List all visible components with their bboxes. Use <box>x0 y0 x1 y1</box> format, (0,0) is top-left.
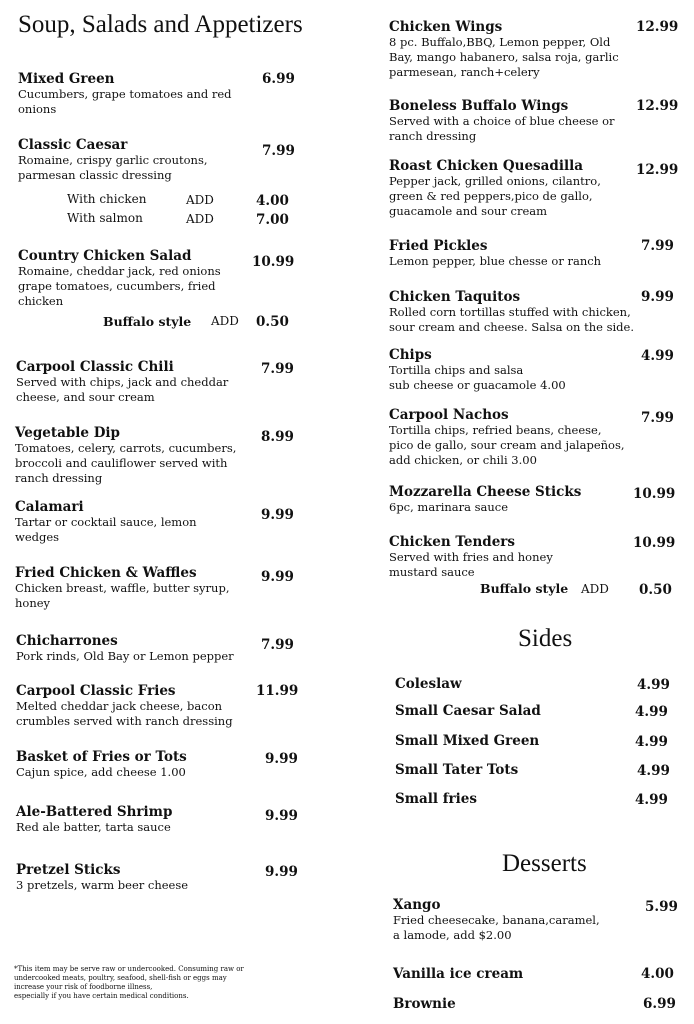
dessert-item-brownie: Brownie <box>393 996 456 1012</box>
addon-label: Buffalo style <box>480 581 569 596</box>
item-price: 7.99 <box>262 143 295 159</box>
side-item-coleslaw: Coleslaw <box>395 676 462 692</box>
item-description: Cucumbers, grape tomatoes and red onions <box>18 87 232 116</box>
menu-item-classic-fries <box>16 683 233 729</box>
addon-price: 0.50 <box>256 314 289 330</box>
menu-item-country-chicken-salad <box>18 248 221 309</box>
side-item-small-mixed-green: Small Mixed Green <box>395 733 540 749</box>
item-description: Melted cheddar jack cheese, bacon crumbles served with ranch dressing <box>16 699 233 728</box>
item-price: 4.99 <box>635 734 668 750</box>
item-price: 8.99 <box>261 429 294 445</box>
menu-item-chicken-wings <box>389 19 619 80</box>
desserts-section-title: Desserts <box>502 850 587 877</box>
appetizers-section-title: Soup, Salads and Appetizers <box>18 11 303 38</box>
item-price: 4.99 <box>637 677 670 693</box>
item-name: Roast Chicken Quesadilla <box>389 158 583 174</box>
addon-label: Buffalo style <box>103 314 192 329</box>
item-description: Lemon pepper, blue chesse or ranch <box>389 254 602 268</box>
addon-add-label: ADD <box>581 582 609 596</box>
item-description: Cajun spice, add cheese 1.00 <box>16 765 186 779</box>
item-description: Romaine, crispy garlic croutons, parmesan classic dressing <box>18 153 208 182</box>
raw-food-disclaimer: *This item may be serve raw or undercooked. Consuming raw or undercooked meats, poultry, seafood, shell-fish or eggs may increase your risk of foodborne illness, especially if you have certain medical conditions. <box>14 965 244 1000</box>
dessert-item-vanilla-ice-cream: Vanilla ice cream <box>393 966 524 982</box>
menu-item-mixed-green <box>18 71 232 117</box>
item-price: 4.99 <box>635 704 668 720</box>
item-description: Pepper jack, grilled onions, cilantro, green & red peppers,pico de gallo, guacamole and sour cream <box>389 174 601 218</box>
item-description: 8 pc. Buffalo,BBQ, Lemon pepper, Old Bay, mango habanero, salsa roja, garlic parmesean, ranch+celery <box>389 35 619 79</box>
item-price: 7.99 <box>261 361 294 377</box>
item-name: Chicken Taquitos <box>389 289 521 305</box>
side-item-small-tater-tots: Small Tater Tots <box>395 762 519 778</box>
menu-item-chicken-waffles <box>15 565 229 611</box>
addon-price: 7.00 <box>256 212 289 228</box>
item-price: 10.99 <box>252 254 295 270</box>
addon-price: 4.00 <box>256 193 289 209</box>
item-name: Calamari <box>15 499 84 515</box>
item-description: Pork rinds, Old Bay or Lemon pepper <box>16 649 234 663</box>
item-name: Carpool Classic Fries <box>16 683 176 699</box>
item-price: 4.99 <box>637 763 670 779</box>
menu-item-pretzel-sticks <box>16 862 188 893</box>
item-description: Rolled corn tortillas stuffed with chicken, sour cream and cheese. Salsa on the side. <box>389 305 635 334</box>
item-name: Chicken Tenders <box>389 534 516 550</box>
item-name: Ale-Battered Shrimp <box>16 804 173 820</box>
menu-item-quesadilla <box>389 158 601 219</box>
item-name: Fried Pickles <box>389 238 488 254</box>
menu-item-boneless-wings <box>389 98 615 144</box>
item-description: Tartar or cocktail sauce, lemon wedges <box>15 515 197 544</box>
item-name: Classic Caesar <box>18 137 128 153</box>
item-price: 9.99 <box>261 507 294 523</box>
item-description: Fried cheesecake, banana,caramel, a lamode, add $2.00 <box>393 913 600 942</box>
item-description: Romaine, cheddar jack, red onions grape tomatoes, cucumbers, fried chicken <box>18 264 221 308</box>
item-name: Fried Chicken & Waffles <box>15 565 197 581</box>
menu-item-mozzarella-sticks <box>389 484 581 515</box>
item-price: 6.99 <box>262 71 295 87</box>
addon-price: 0.50 <box>639 582 672 598</box>
item-description: 3 pretzels, warm beer cheese <box>16 878 189 892</box>
addon-label: With chicken <box>67 192 147 206</box>
menu-item-carpool-nachos <box>389 407 625 468</box>
menu-item-classic-chili <box>16 359 228 405</box>
item-price: 9.99 <box>265 864 298 880</box>
item-name: Chicken Wings <box>389 19 503 35</box>
item-name: Mozzarella Cheese Sticks <box>389 484 582 500</box>
item-price: 9.99 <box>265 751 298 767</box>
menu-item-chicharrones <box>16 633 234 664</box>
item-name: Xango <box>393 897 441 913</box>
item-name: Country Chicken Salad <box>18 248 192 264</box>
item-description: Tortilla chips, refried beans, cheese, pico de gallo, sour cream and jalapeños, add chicken, or chili 3.00 <box>389 423 625 467</box>
item-description: Served with a choice of blue cheese or ranch dressing <box>389 114 615 143</box>
item-price: 10.99 <box>633 535 676 551</box>
side-item-small-fries: Small fries <box>395 791 477 807</box>
item-name: Carpool Nachos <box>389 407 509 423</box>
item-description: Red ale batter, tarta sauce <box>16 820 171 834</box>
item-price: 12.99 <box>636 162 679 178</box>
item-price: 4.00 <box>641 966 674 982</box>
item-name: Carpool Classic Chili <box>16 359 174 375</box>
item-description: Chicken breast, waffle, butter syrup, honey <box>15 581 230 610</box>
item-description: Served with fries and honey mustard sauce <box>389 550 553 579</box>
menu-item-basket-fries <box>16 749 187 780</box>
item-price: 6.99 <box>643 996 676 1012</box>
item-price: 11.99 <box>256 683 299 699</box>
menu-item-classic-caesar <box>18 137 208 183</box>
item-price: 12.99 <box>636 98 679 114</box>
item-price: 9.99 <box>265 808 298 824</box>
item-price: 7.99 <box>261 637 294 653</box>
item-description: 6pc, marinara sauce <box>389 500 509 514</box>
menu-item-ale-battered-shrimp <box>16 804 172 835</box>
item-name: Chicharrones <box>16 633 118 649</box>
addon-add-label: ADD <box>211 314 239 328</box>
menu-item-chicken-taquitos <box>389 289 634 335</box>
menu-item-chicken-tenders <box>389 534 553 580</box>
menu-item-chips <box>389 347 566 393</box>
item-price: 4.99 <box>635 792 668 808</box>
item-price: 7.99 <box>641 238 674 254</box>
menu-item-vegetable-dip <box>15 425 236 486</box>
addon-add-label: ADD <box>186 212 214 226</box>
item-price: 12.99 <box>636 19 679 35</box>
addon-label: With salmon <box>67 211 143 225</box>
sides-section-title: Sides <box>518 625 573 652</box>
item-price: 9.99 <box>641 289 674 305</box>
item-name: Boneless Buffalo Wings <box>389 98 569 114</box>
addon-add-label: ADD <box>186 193 214 207</box>
dessert-item-xango <box>393 897 600 943</box>
item-description: Tortilla chips and salsa sub cheese or guacamole 4.00 <box>389 363 566 392</box>
item-price: 4.99 <box>641 348 674 364</box>
item-name: Basket of Fries or Tots <box>16 749 187 765</box>
item-name: Vegetable Dip <box>15 425 120 441</box>
item-description: Served with chips, jack and cheddar cheese, and sour cream <box>16 375 229 404</box>
item-description: Tomatoes, celery, carrots, cucumbers, broccoli and cauliflower served with ranch dressing <box>15 441 237 485</box>
side-item-small-caesar: Small Caesar Salad <box>395 703 541 719</box>
item-name: Mixed Green <box>18 71 115 87</box>
menu-item-calamari <box>15 499 197 545</box>
item-price: 5.99 <box>645 899 678 915</box>
item-name: Pretzel Sticks <box>16 862 121 878</box>
item-name: Chips <box>389 347 432 363</box>
menu-item-fried-pickles <box>389 238 601 269</box>
item-price: 9.99 <box>261 569 294 585</box>
item-price: 7.99 <box>641 410 674 426</box>
item-price: 10.99 <box>633 486 676 502</box>
